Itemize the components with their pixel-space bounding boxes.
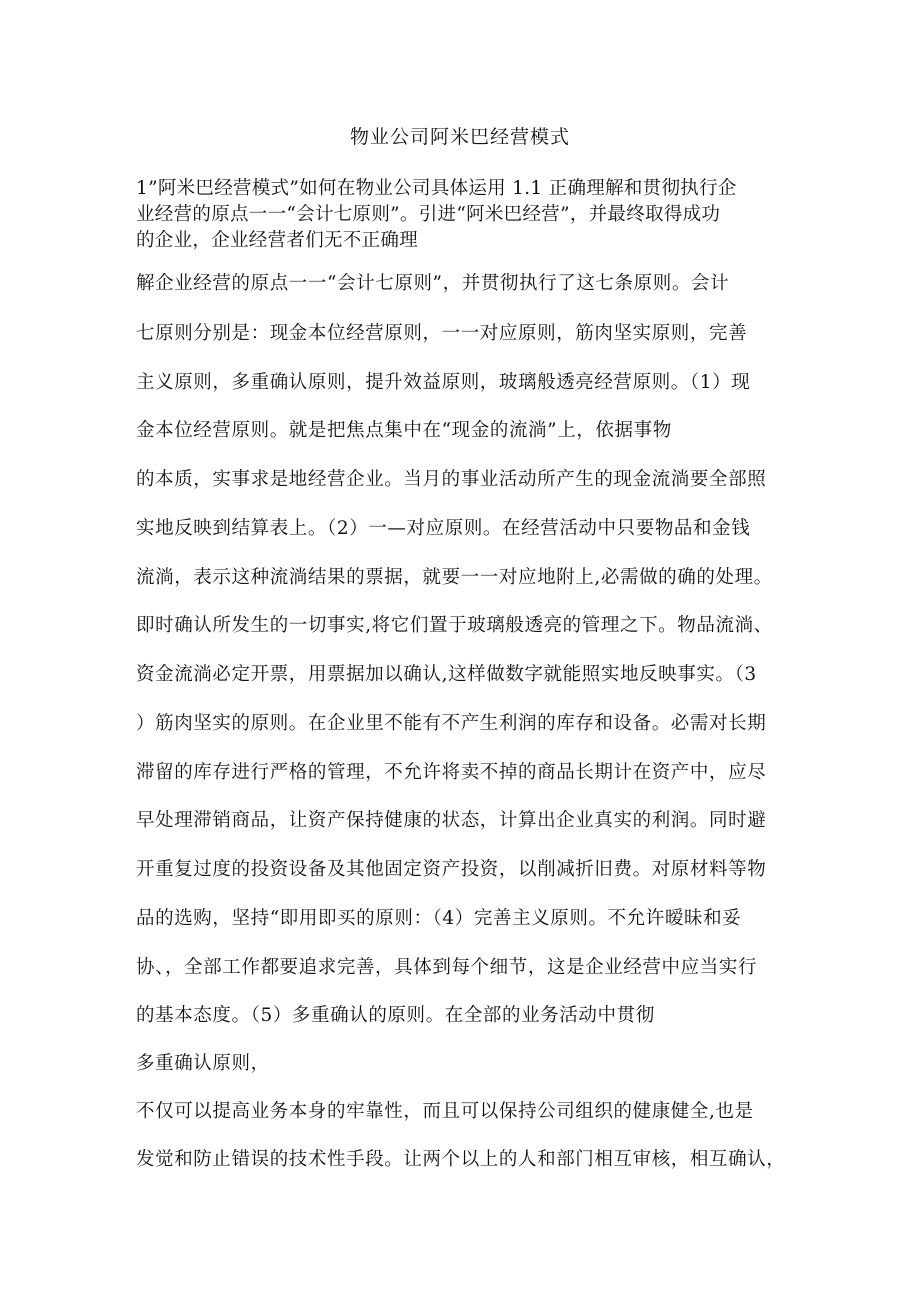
body-line: 协、，全部工作都要追求完善，具体到每个细节，这是企业经营中应当实行 [136, 957, 758, 978]
body-line: ）筋肉坚实的原则。在企业里不能有不产生利润的库存和设备。必需对长期 [136, 713, 767, 734]
intro-line: 的企业，企业经营者们无不正确理 [136, 230, 419, 251]
intro-paragraph [136, 176, 786, 254]
body-line: 主义原则，多重确认原则，提升效益原则，玻璃般透亮经营原则。（1）现 [136, 372, 751, 393]
body-line: 资金流淌必定开票，用票据加以确认,这样做数字就能照实地反映事实。（3 [136, 664, 757, 685]
body-line: 多重确认原则， [136, 1053, 270, 1074]
body-line: 不仅可以提高业务本身的牢靠性，而且可以保持公司组织的健康健全,也是 [136, 1101, 754, 1122]
body-line: 解企业经营的原点一一“会计七原则”，并贯彻执行了这七条原则。会计 [136, 273, 730, 294]
body-line: 滞留的库存进行严格的管理，不允许将卖不掉的商品长期计在资产中，应尽 [136, 762, 767, 783]
body-line: 实地反映到结算表上。（2）一—对应原则。在经营活动中只要物品和金钱 [136, 518, 751, 539]
body-line: 七原则分别是：现金本位经营原则，一一对应原则，筋肉坚实原则，完善 [136, 323, 748, 344]
body-line: 的基本态度。（5）多重确认的原则。在全部的业务活动中贯彻 [136, 1005, 655, 1026]
document-title: 物业公司阿米巴经营模式 [349, 126, 570, 148]
body-line: 开重复过度的投资设备及其他固定资产投资，以削减折旧费。对原材料等物 [136, 859, 767, 880]
body-line: 即时确认所发生的一切事实,将它们置于玻璃般透亮的管理之下。物品流淌、 [136, 615, 773, 636]
body-line: 流淌，表示这种流淌结果的票据，就要一一对应地附上,必需做的确的处理。 [136, 567, 773, 588]
body-line: 的本质，实事求是地经营企业。当月的事业活动所产生的现金流淌要全部照 [136, 469, 767, 490]
body-line: 品的选购，坚持“即用即买的原则：（4）完善主义原则。不允许暧昧和妥 [136, 908, 742, 929]
body-line: 发觉和防止错误的技术性手段。让两个以上的人和部门相互审核，相互确认， [136, 1149, 786, 1170]
intro-line: 1”阿米巴经营模式”如何在物业公司具体运用 1.1 正确理解和贯彻执行企 [136, 178, 737, 199]
body-line: 金本位经营原则。就是把焦点集中在“现金的流淌”上，依据事物 [136, 420, 672, 441]
body-line: 早处理滞销商品，让资产保持健康的状态，计算出企业真实的利润。同时避 [136, 810, 767, 831]
intro-line: 业经营的原点一一“会计七原则”。引进“阿米巴经营”，并最终取得成功 [136, 204, 721, 225]
